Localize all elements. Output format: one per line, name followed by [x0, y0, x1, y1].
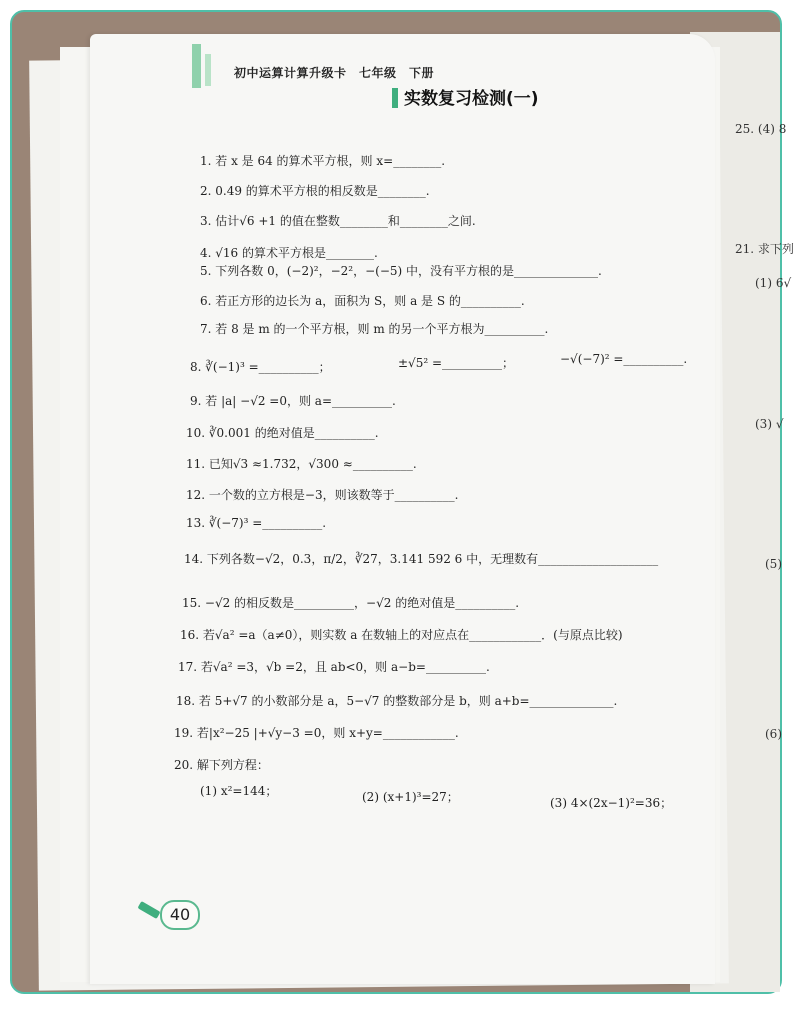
- question-7: 7. 若 8 是 m 的一个平方根，则 m 的另一个平方根为__________.: [200, 322, 549, 336]
- next-page-line: (5): [765, 557, 782, 571]
- question-19: 19. 若|x²−25 |+√y−3 =0，则 x+y=____________.: [174, 726, 459, 740]
- question-18: 18. 若 5+√7 的小数部分是 a，5−√7 的整数部分是 b，则 a+b=______________.: [176, 694, 618, 708]
- question-20: 20. 解下列方程：: [174, 758, 269, 772]
- question-5: 5. 下列各数 0，(−2)²，−2²，−(−5) 中，没有平方根的是______________.: [200, 264, 602, 278]
- question-6: 6. 若正方形的边长为 a，面积为 S，则 a 是 S 的__________.: [200, 294, 525, 308]
- title-marker: [392, 88, 398, 108]
- running-header: 初中运算计算升级卡 七年级 下册: [234, 66, 435, 80]
- worksheet-page: [90, 34, 715, 984]
- question-17: 17. 若√a² =3，√b =2，且 ab<0，则 a−b=__________.: [178, 660, 490, 674]
- question-20-part-1: (1) x²=144；: [200, 784, 278, 798]
- question-2: 2. 0.49 的算术平方根的相反数是________.: [200, 184, 430, 198]
- page-number: 40: [160, 900, 200, 930]
- header-accent-bar: [192, 44, 201, 88]
- question-12: 12. 一个数的立方根是−3，则该数等于__________.: [186, 488, 459, 502]
- next-page-line: 25. (4) 8: [735, 122, 787, 136]
- question-14: 14. 下列各数−√2，0.3，π/2，∛27，3.141 592 6 中，无理数有____________________: [184, 552, 659, 566]
- page-title: 实数复习检测(一): [404, 89, 539, 109]
- next-page-line: (3) √: [755, 417, 784, 431]
- next-page-text: [727, 12, 794, 992]
- question-11: 11. 已知√3 ≈1.732，√300 ≈__________.: [186, 457, 417, 471]
- question-13: 13. ∛(−7)³ =__________.: [186, 516, 327, 530]
- question-10: 10. ∛0.001 的绝对值是__________.: [186, 426, 379, 440]
- question-20-part-2: (2) (x+1)³=27；: [362, 790, 459, 804]
- question-4: 4. √16 的算术平方根是________.: [200, 246, 378, 260]
- header-accent-bar: [205, 54, 211, 86]
- next-page-line: (1) 6√: [755, 276, 792, 290]
- question-8a: 8. ∛(−1)³ =__________；: [190, 360, 331, 374]
- next-page-line: 21. 求下列: [735, 242, 794, 256]
- question-9: 9. 若 |a| −√2 =0，则 a=__________.: [190, 394, 396, 408]
- question-3: 3. 估计√6 +1 的值在整数________和________之间.: [200, 214, 476, 228]
- question-20-part-3: (3) 4×(2x−1)²=36；: [550, 796, 673, 810]
- question-8c: −√(−7)² =__________.: [560, 352, 688, 366]
- question-8b: ±√5² =__________；: [398, 356, 515, 370]
- question-1: 1. 若 x 是 64 的算术平方根，则 x=________.: [200, 154, 446, 168]
- next-page-line: (6): [765, 727, 782, 741]
- question-15: 15. −√2 的相反数是__________，−√2 的绝对值是__________.: [182, 596, 520, 610]
- question-16: 16. 若√a² =a（a≠0），则实数 a 在数轴上的对应点在____________．(与原点比较): [180, 628, 623, 642]
